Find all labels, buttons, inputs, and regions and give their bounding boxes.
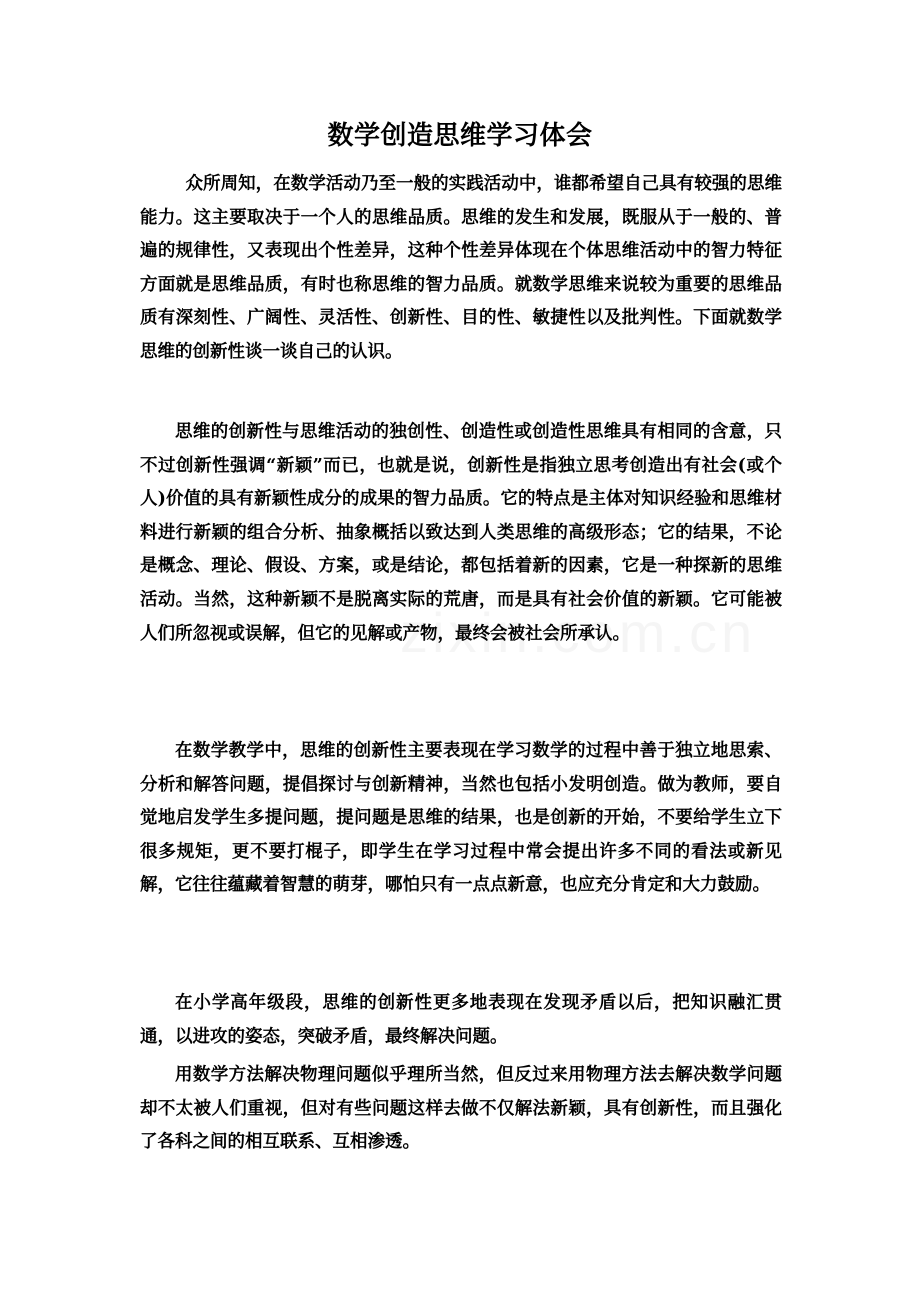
paragraph-intro: 众所周知，在数学活动乃至一般的实践活动中，谁都希望自己具有较强的思维能力。这主要取决于一个人的思维品质。思维的发生和发展，既服从于一般的、普遍的规律性，又表现出个性差异，这种个性差异体现在个体思维活动中的智力特征方面就是思维品质，有时也称思维的智力品质。就数学思维来说较为重要的思维品质有深刻性、广阔性、灵活性、创新性、目的性、敏捷性以及批判性。下面就数学思维的创新性谈一谈自己的认识。 (140, 174, 782, 362)
paragraph-teaching: 在数学教学中，思维的创新性主要表现在学习数学的过程中善于独立地思索、分析和解答问题，提倡探讨与创新精神，当然也包括小发明创造。做为教师，要自觉地启发学生多提问题，提问题是思维的结果，也是创新的开始，不要给学生立下很多规矩，更不要打棍子，即学生在学习过程中常会提出许多不同的看法或新见解，它往往蕴藏着智慧的萌芽，哪怕只有一点点新意，也应充分肯定和大力鼓励。 (140, 741, 782, 896)
document-title: 数学创造思维学习体会 (327, 121, 593, 151)
paragraph-upper-grades: 在小学高年级段，思维的创新性更多地表现在发现矛盾以后，把知识融汇贯通，以进攻的姿态，突破矛盾，最终解决问题。 (140, 993, 782, 1047)
paragraph-definition: 思维的创新性与思维活动的独创性、创造性或创造性思维具有相同的含意，只不过创新性强调“新颖”而已，也就是说，创新性是指独立思考创造出有社会(或个人)价值的具有新颖性成分的成果的智力品质。它的特点是主体对知识经验和思维材料进行新颖的组合分析、抽象概括以致达到人类思维的高级形态；它的结果，不论是概念、理论、假设、方案，或是结论，都包括着新的因素，它是一种探新的思维活动。当然，这种新颖不是脱离实际的荒唐，而是具有社会价值的新颖。它可能被人们所忽视或误解，但它的见解或产物，最终会被社会所承认。 (140, 422, 782, 644)
paragraph-physics-methods: 用数学方法解决物理问题似乎理所当然，但反过来用物理方法去解决数学问题却不太被人们重视，但对有些问题这样去做不仅解法新颖，具有创新性，而且强化了各科之间的相互联系、互相渗透。 (140, 1065, 782, 1153)
